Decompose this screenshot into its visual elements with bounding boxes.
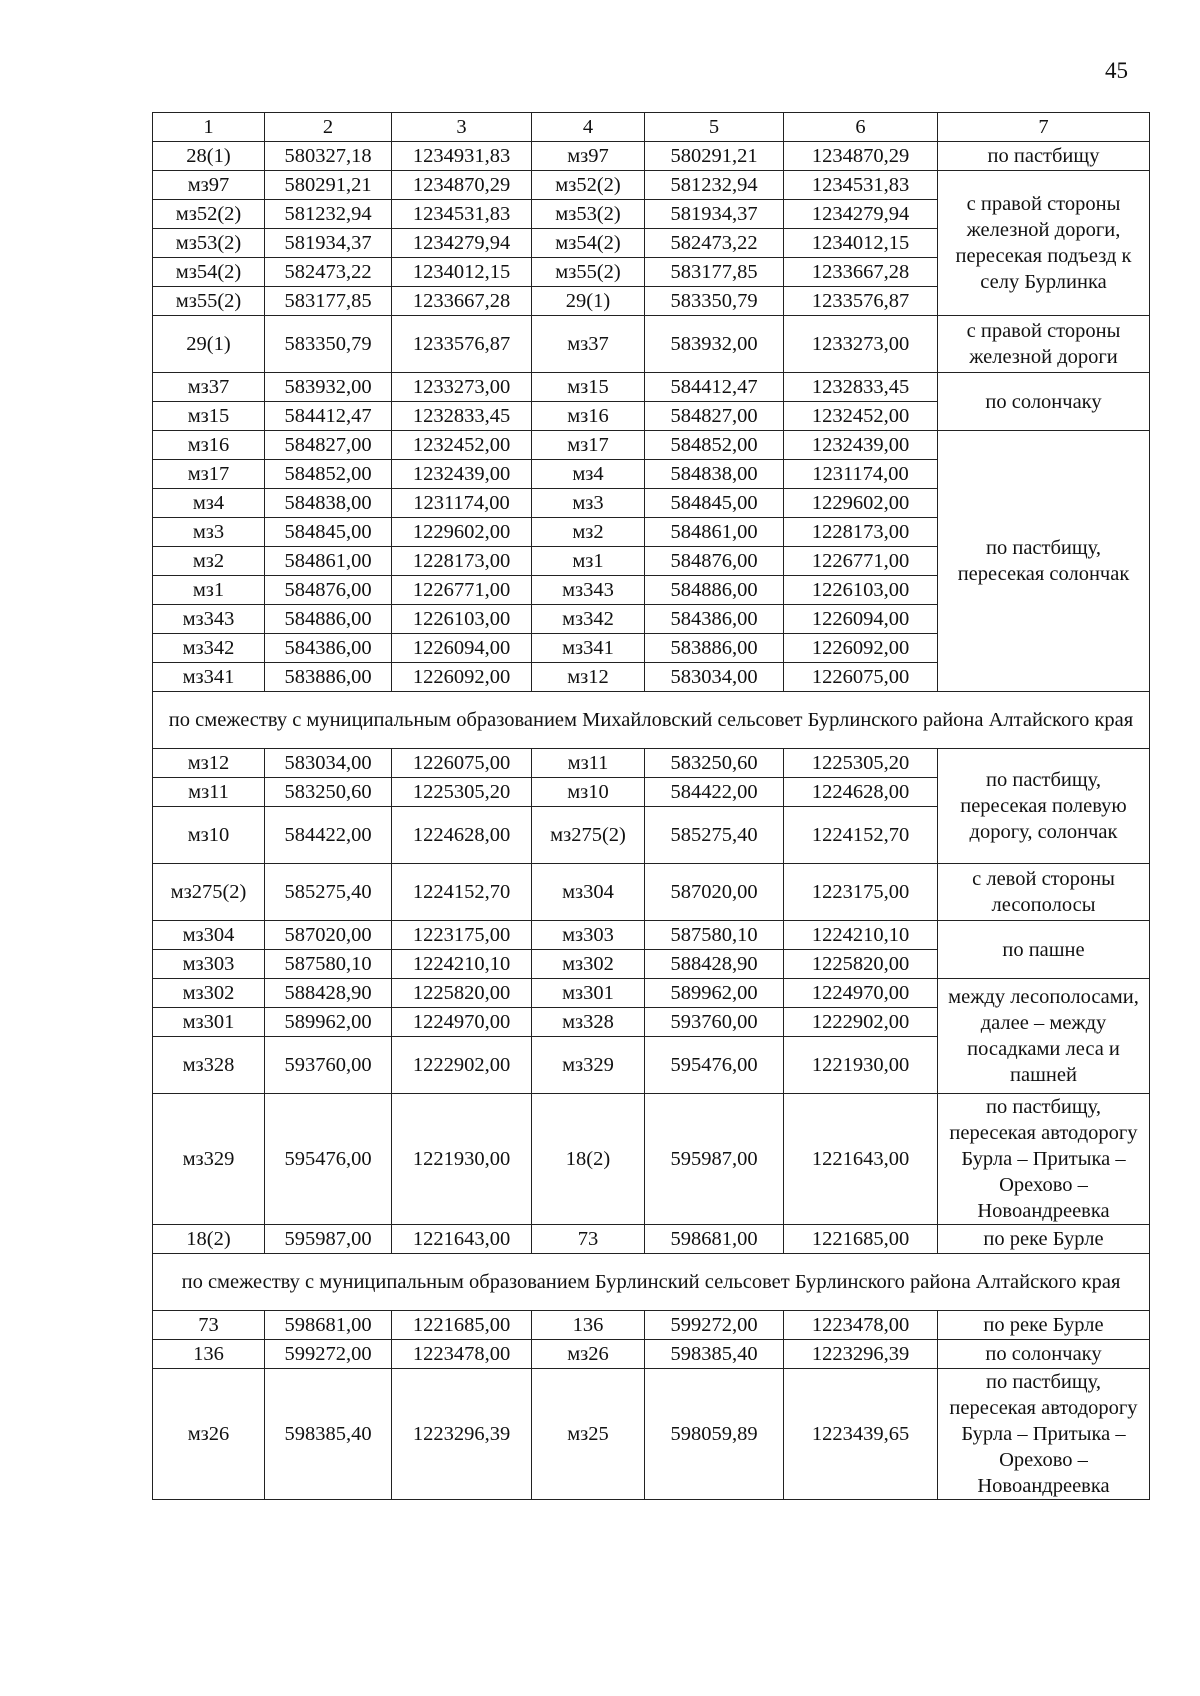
cell-y-to: 1221685,00: [784, 1225, 938, 1254]
cell-point-to: мз341: [532, 634, 645, 663]
cell-point-to: 73: [532, 1225, 645, 1254]
cell-x-to: 584852,00: [645, 431, 784, 460]
cell-x-from: 593760,00: [265, 1037, 392, 1094]
cell-y-to: 1224628,00: [784, 778, 938, 807]
cell-x-to: 598059,89: [645, 1369, 784, 1500]
cell-point-to: мз53(2): [532, 200, 645, 229]
cell-y-to: 1231174,00: [784, 460, 938, 489]
cell-x-from: 581232,94: [265, 200, 392, 229]
cell-point-from: 136: [153, 1340, 265, 1369]
cell-x-from: 584386,00: [265, 634, 392, 663]
cell-x-from: 584422,00: [265, 807, 392, 864]
cell-x-to: 588428,90: [645, 950, 784, 979]
cell-x-to: 598681,00: [645, 1225, 784, 1254]
cell-point-to: мз328: [532, 1008, 645, 1037]
cell-point-from: мз53(2): [153, 229, 265, 258]
cell-y-to: 1225305,20: [784, 749, 938, 778]
cell-y-from: 1226075,00: [392, 749, 532, 778]
cell-x-from: 588428,90: [265, 979, 392, 1008]
cell-point-to: мз54(2): [532, 229, 645, 258]
header-row: [153, 113, 1150, 142]
cell-point-to: мз11: [532, 749, 645, 778]
table-row: [153, 316, 1150, 373]
cell-point-from: мз328: [153, 1037, 265, 1094]
cell-point-to: мз26: [532, 1340, 645, 1369]
cell-x-to: 581232,94: [645, 171, 784, 200]
cell-y-from: 1232833,45: [392, 402, 532, 431]
cell-point-from: мз304: [153, 921, 265, 950]
cell-y-from: 1232439,00: [392, 460, 532, 489]
cell-x-from: 580291,21: [265, 171, 392, 200]
cell-point-from: мз343: [153, 605, 265, 634]
cell-x-to: 583177,85: [645, 258, 784, 287]
cell-x-from: 598681,00: [265, 1311, 392, 1340]
cell-point-from: мз26: [153, 1369, 265, 1500]
cell-y-to: 1223175,00: [784, 864, 938, 921]
cell-y-to: 1223478,00: [784, 1311, 938, 1340]
table-row: [153, 142, 1150, 171]
boundary-description: по пастбищу, пересекая солончак: [938, 431, 1150, 692]
cell-point-to: мз303: [532, 921, 645, 950]
cell-y-to: 1232439,00: [784, 431, 938, 460]
cell-x-to: 589962,00: [645, 979, 784, 1008]
cell-point-to: мз55(2): [532, 258, 645, 287]
cell-x-to: 584412,47: [645, 373, 784, 402]
cell-x-to: 583350,79: [645, 287, 784, 316]
cell-point-to: мз301: [532, 979, 645, 1008]
cell-y-from: 1234279,94: [392, 229, 532, 258]
cell-point-to: мз17: [532, 431, 645, 460]
cell-point-to: мз304: [532, 864, 645, 921]
cell-y-to: 1226771,00: [784, 547, 938, 576]
cell-y-to: 1234012,15: [784, 229, 938, 258]
boundary-description: по реке Бурле: [938, 1311, 1150, 1340]
cell-x-from: 595987,00: [265, 1225, 392, 1254]
cell-y-to: 1232452,00: [784, 402, 938, 431]
cell-point-to: мз10: [532, 778, 645, 807]
cell-y-to: 1226075,00: [784, 663, 938, 692]
cell-x-to: 583932,00: [645, 316, 784, 373]
cell-y-to: 1225820,00: [784, 950, 938, 979]
cell-y-from: 1221643,00: [392, 1225, 532, 1254]
cell-y-to: 1228173,00: [784, 518, 938, 547]
column-number-header: 2: [265, 113, 392, 142]
boundary-description: по пастбищу, пересекая полевую дорогу, солончак: [938, 749, 1150, 864]
table-row: [153, 1369, 1150, 1500]
column-number-header: 7: [938, 113, 1150, 142]
cell-y-from: 1234531,83: [392, 200, 532, 229]
cell-y-to: 1223296,39: [784, 1340, 938, 1369]
cell-point-from: мз342: [153, 634, 265, 663]
cell-point-to: мз37: [532, 316, 645, 373]
cell-x-from: 595476,00: [265, 1094, 392, 1225]
column-number-header: 6: [784, 113, 938, 142]
cell-y-from: 1225820,00: [392, 979, 532, 1008]
boundary-description: по солончаку: [938, 1340, 1150, 1369]
cell-x-from: 584886,00: [265, 605, 392, 634]
cell-point-to: мз275(2): [532, 807, 645, 864]
cell-x-to: 583034,00: [645, 663, 784, 692]
cell-point-from: мз12: [153, 749, 265, 778]
cell-y-from: 1223175,00: [392, 921, 532, 950]
boundary-description: с левой стороны лесополосы: [938, 864, 1150, 921]
cell-point-to: мз16: [532, 402, 645, 431]
cell-x-from: 599272,00: [265, 1340, 392, 1369]
cell-y-from: 1222902,00: [392, 1037, 532, 1094]
cell-y-to: 1221930,00: [784, 1037, 938, 1094]
table-row: [153, 431, 1150, 460]
cell-x-to: 584827,00: [645, 402, 784, 431]
cell-point-to: мз15: [532, 373, 645, 402]
cell-point-from: мз37: [153, 373, 265, 402]
cell-x-to: 595476,00: [645, 1037, 784, 1094]
column-number-header: 4: [532, 113, 645, 142]
cell-y-from: 1224628,00: [392, 807, 532, 864]
table-row: [153, 373, 1150, 402]
cell-y-to: 1221643,00: [784, 1094, 938, 1225]
table-row: [153, 1311, 1150, 1340]
cell-x-from: 580327,18: [265, 142, 392, 171]
cell-y-from: 1226771,00: [392, 576, 532, 605]
cell-point-from: мз2: [153, 547, 265, 576]
cell-x-to: 599272,00: [645, 1311, 784, 1340]
cell-x-from: 584838,00: [265, 489, 392, 518]
section-note-row: [153, 1254, 1150, 1311]
cell-y-from: 1234870,29: [392, 171, 532, 200]
cell-point-from: мз4: [153, 489, 265, 518]
cell-x-to: 583886,00: [645, 634, 784, 663]
cell-x-to: 598385,40: [645, 1340, 784, 1369]
section-note-row: [153, 692, 1150, 749]
cell-x-from: 583034,00: [265, 749, 392, 778]
cell-y-from: 1226103,00: [392, 605, 532, 634]
cell-y-to: 1224210,10: [784, 921, 938, 950]
cell-x-to: 585275,40: [645, 807, 784, 864]
cell-point-to: мз343: [532, 576, 645, 605]
cell-y-to: 1234531,83: [784, 171, 938, 200]
cell-point-from: мз52(2): [153, 200, 265, 229]
cell-x-to: 584861,00: [645, 518, 784, 547]
cell-x-from: 583350,79: [265, 316, 392, 373]
cell-x-from: 584827,00: [265, 431, 392, 460]
cell-y-to: 1224970,00: [784, 979, 938, 1008]
table-row: [153, 1225, 1150, 1254]
cell-point-to: 29(1): [532, 287, 645, 316]
cell-point-from: мз301: [153, 1008, 265, 1037]
cell-point-to: мз12: [532, 663, 645, 692]
table-row: [153, 864, 1150, 921]
table-row: [153, 979, 1150, 1008]
cell-point-from: мз16: [153, 431, 265, 460]
cell-point-from: мз10: [153, 807, 265, 864]
boundary-description: с правой стороны железной дороги: [938, 316, 1150, 373]
cell-x-from: 584876,00: [265, 576, 392, 605]
cell-y-from: 1233667,28: [392, 287, 532, 316]
cell-point-to: 136: [532, 1311, 645, 1340]
cell-x-from: 582473,22: [265, 258, 392, 287]
cell-point-to: мз342: [532, 605, 645, 634]
table-row: [153, 921, 1150, 950]
coordinates-table: [152, 112, 1150, 1500]
cell-y-to: 1226103,00: [784, 576, 938, 605]
cell-y-from: 1226092,00: [392, 663, 532, 692]
boundary-description: по реке Бурле: [938, 1225, 1150, 1254]
cell-point-to: мз4: [532, 460, 645, 489]
page-number: 45: [1105, 58, 1128, 83]
cell-point-from: 29(1): [153, 316, 265, 373]
cell-y-to: 1226094,00: [784, 605, 938, 634]
cell-point-to: мз97: [532, 142, 645, 171]
adjacency-note: по смежеству с муниципальным образованием Михайловский сельсовет Бурлинского района Алтайского края: [153, 692, 1150, 749]
cell-x-to: 584422,00: [645, 778, 784, 807]
cell-y-from: 1223478,00: [392, 1340, 532, 1369]
cell-y-to: 1234279,94: [784, 200, 938, 229]
cell-y-from: 1223296,39: [392, 1369, 532, 1500]
cell-point-from: мз275(2): [153, 864, 265, 921]
cell-y-from: 1224970,00: [392, 1008, 532, 1037]
cell-point-to: 18(2): [532, 1094, 645, 1225]
cell-point-from: мз54(2): [153, 258, 265, 287]
cell-y-from: 1228173,00: [392, 547, 532, 576]
boundary-description: по пастбищу, пересекая автодорогу Бурла – Притыка – Орехово – Новоандреевка: [938, 1094, 1150, 1225]
table-row: [153, 749, 1150, 778]
boundary-description: по пастбищу, пересекая автодорогу Бурла – Притыка – Орехово – Новоандреевка: [938, 1369, 1150, 1500]
cell-y-to: 1222902,00: [784, 1008, 938, 1037]
cell-y-to: 1232833,45: [784, 373, 938, 402]
cell-point-to: мз1: [532, 547, 645, 576]
boundary-description: между лесополосами, далее – между посадками леса и пашней: [938, 979, 1150, 1094]
cell-point-from: 73: [153, 1311, 265, 1340]
cell-point-from: мз329: [153, 1094, 265, 1225]
cell-point-from: мз1: [153, 576, 265, 605]
cell-y-to: 1234870,29: [784, 142, 938, 171]
cell-x-from: 584852,00: [265, 460, 392, 489]
cell-point-from: мз15: [153, 402, 265, 431]
cell-y-from: 1221685,00: [392, 1311, 532, 1340]
cell-y-to: 1226092,00: [784, 634, 938, 663]
cell-x-from: 584845,00: [265, 518, 392, 547]
cell-y-from: 1225305,20: [392, 778, 532, 807]
table-row: [153, 171, 1150, 200]
cell-x-to: 595987,00: [645, 1094, 784, 1225]
cell-y-to: 1233667,28: [784, 258, 938, 287]
table-row: [153, 1340, 1150, 1369]
cell-x-from: 584861,00: [265, 547, 392, 576]
boundary-description: по пашне: [938, 921, 1150, 979]
cell-point-from: мз55(2): [153, 287, 265, 316]
cell-x-from: 585275,40: [265, 864, 392, 921]
cell-x-to: 584838,00: [645, 460, 784, 489]
cell-point-from: мз11: [153, 778, 265, 807]
cell-point-to: мз2: [532, 518, 645, 547]
cell-point-from: мз3: [153, 518, 265, 547]
cell-x-to: 587580,10: [645, 921, 784, 950]
cell-point-from: мз97: [153, 171, 265, 200]
cell-point-from: мз302: [153, 979, 265, 1008]
cell-x-to: 584876,00: [645, 547, 784, 576]
cell-x-from: 583886,00: [265, 663, 392, 692]
cell-x-to: 593760,00: [645, 1008, 784, 1037]
boundary-description: по солончаку: [938, 373, 1150, 431]
cell-y-from: 1234931,83: [392, 142, 532, 171]
cell-x-from: 587580,10: [265, 950, 392, 979]
cell-x-to: 580291,21: [645, 142, 784, 171]
cell-x-from: 583177,85: [265, 287, 392, 316]
cell-point-to: мз25: [532, 1369, 645, 1500]
cell-x-from: 584412,47: [265, 402, 392, 431]
cell-x-to: 584386,00: [645, 605, 784, 634]
cell-point-from: 28(1): [153, 142, 265, 171]
boundary-description: по пастбищу: [938, 142, 1150, 171]
cell-y-to: 1223439,65: [784, 1369, 938, 1500]
cell-x-to: 584886,00: [645, 576, 784, 605]
cell-y-to: 1233576,87: [784, 287, 938, 316]
cell-point-from: мз17: [153, 460, 265, 489]
column-number-header: 1: [153, 113, 265, 142]
cell-point-to: мз329: [532, 1037, 645, 1094]
table-row: [153, 1094, 1150, 1225]
cell-y-from: 1226094,00: [392, 634, 532, 663]
cell-y-from: 1231174,00: [392, 489, 532, 518]
cell-x-from: 583250,60: [265, 778, 392, 807]
cell-y-from: 1234012,15: [392, 258, 532, 287]
column-number-header: 5: [645, 113, 784, 142]
cell-y-to: 1233273,00: [784, 316, 938, 373]
cell-point-to: мз52(2): [532, 171, 645, 200]
cell-x-to: 581934,37: [645, 200, 784, 229]
cell-y-from: 1224210,10: [392, 950, 532, 979]
cell-y-to: 1224152,70: [784, 807, 938, 864]
cell-x-to: 582473,22: [645, 229, 784, 258]
cell-y-from: 1224152,70: [392, 864, 532, 921]
cell-y-to: 1229602,00: [784, 489, 938, 518]
cell-x-from: 587020,00: [265, 921, 392, 950]
adjacency-note: по смежеству с муниципальным образованием Бурлинский сельсовет Бурлинского района Алтайского края: [153, 1254, 1150, 1311]
cell-x-to: 584845,00: [645, 489, 784, 518]
cell-x-to: 587020,00: [645, 864, 784, 921]
cell-point-from: мз303: [153, 950, 265, 979]
cell-x-from: 581934,37: [265, 229, 392, 258]
cell-y-from: 1232452,00: [392, 431, 532, 460]
cell-x-from: 583932,00: [265, 373, 392, 402]
boundary-description: с правой стороны железной дороги, пересекая подъезд к селу Бурлинка: [938, 171, 1150, 316]
cell-y-from: 1233273,00: [392, 373, 532, 402]
cell-point-to: мз3: [532, 489, 645, 518]
cell-y-from: 1229602,00: [392, 518, 532, 547]
cell-x-from: 598385,40: [265, 1369, 392, 1500]
cell-y-from: 1221930,00: [392, 1094, 532, 1225]
cell-point-from: мз341: [153, 663, 265, 692]
cell-point-from: 18(2): [153, 1225, 265, 1254]
cell-x-from: 589962,00: [265, 1008, 392, 1037]
cell-y-from: 1233576,87: [392, 316, 532, 373]
cell-x-to: 583250,60: [645, 749, 784, 778]
column-number-header: 3: [392, 113, 532, 142]
cell-point-to: мз302: [532, 950, 645, 979]
